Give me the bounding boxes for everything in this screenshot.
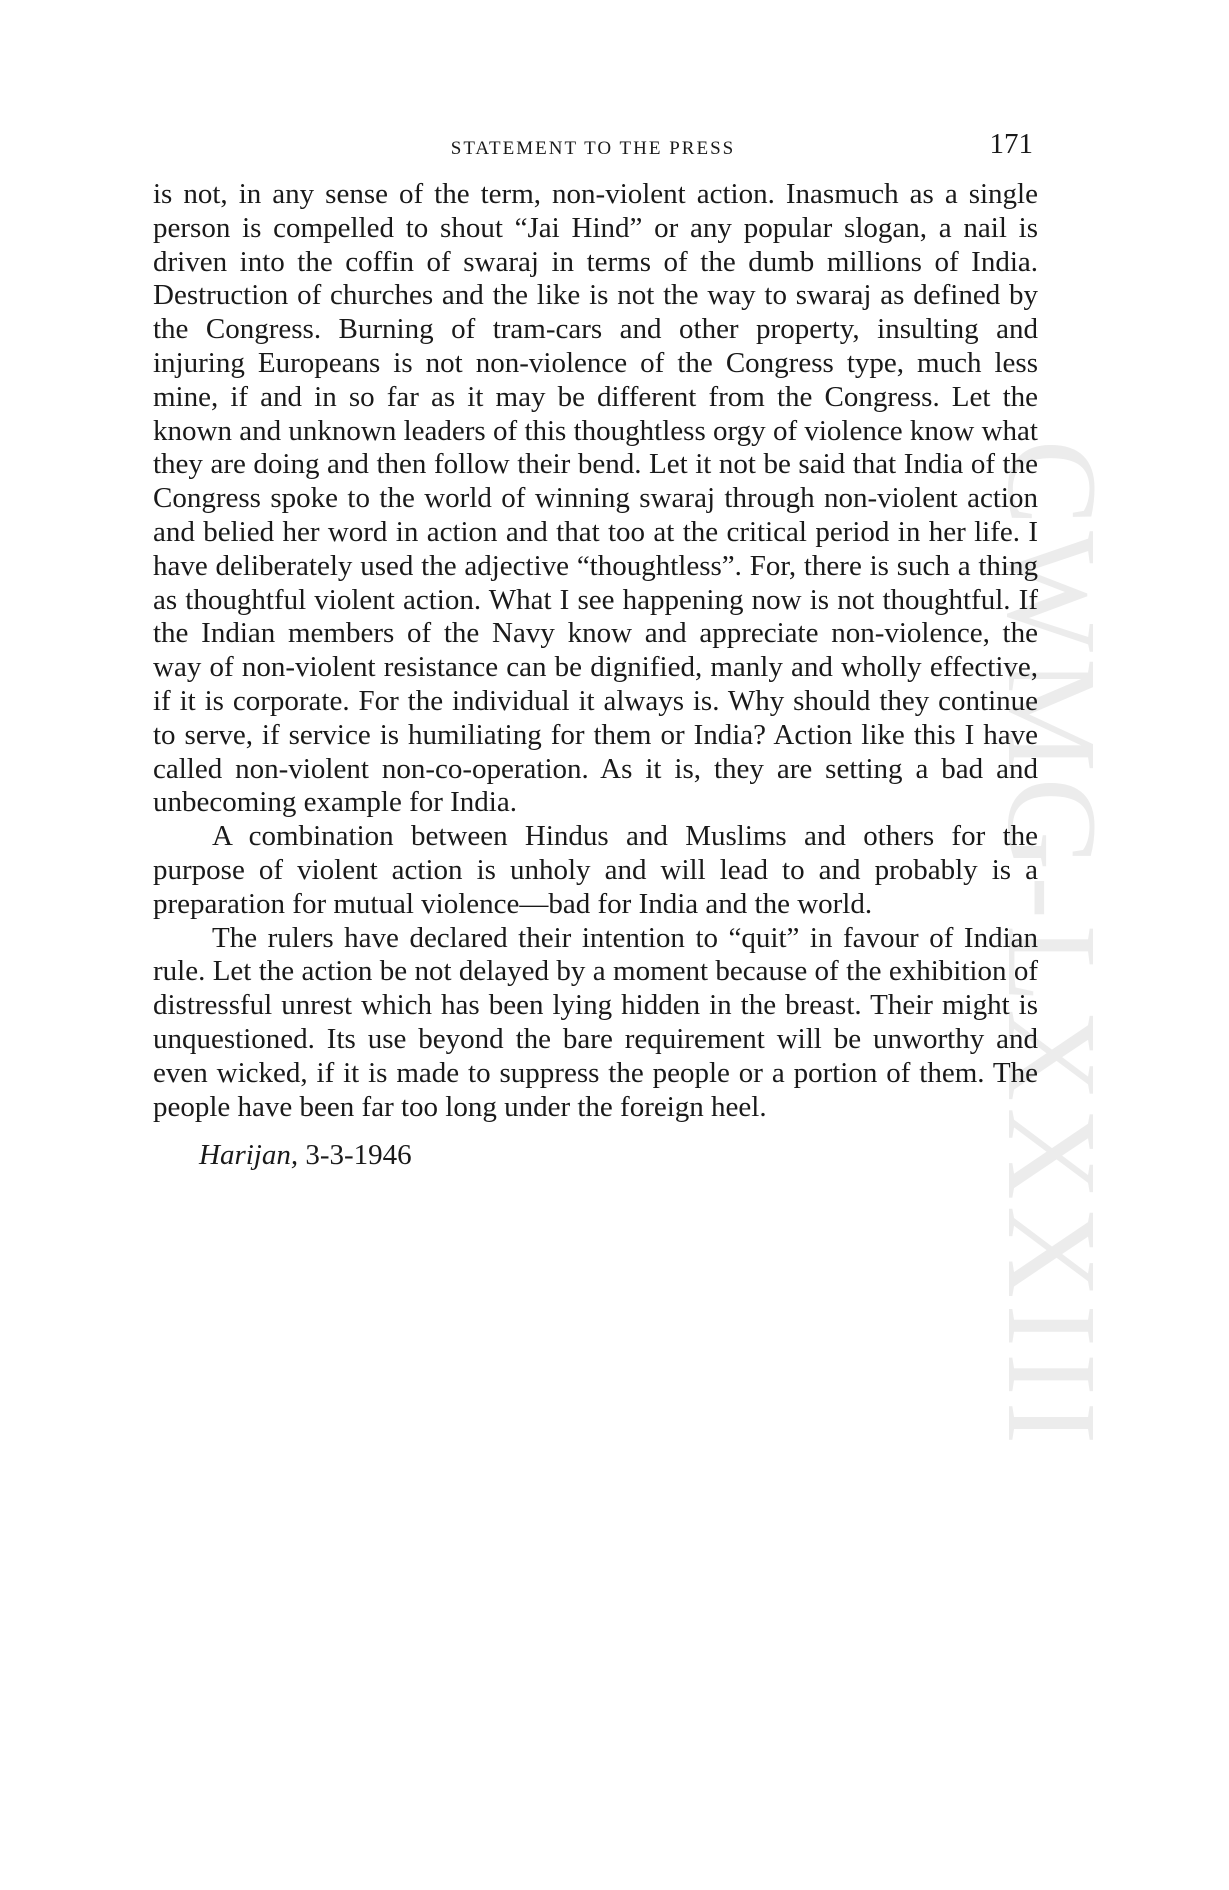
source-publication: Harijan, <box>199 1139 299 1172</box>
source-date: 3-3-1946 <box>305 1139 412 1172</box>
paragraph-2: A combination between Hindus and Muslims and others for the purpose of violent action is unholy and will lead to and probably is a preparation for mutual violence—bad for India and the world. <box>153 820 1038 920</box>
running-head: STATEMENT TO THE PRESS <box>450 138 736 159</box>
paragraph-3: The rulers have declared their intention to “quit” in favour of Indian rule. Let the action be not delayed by a moment because of the exhibition of distressful unrest which has been lying hidden in the breast. Their might is unquestioned. Its use beyond the bare requirement will be unworthy and even wicked, if it is made to suppress the people or a portion of them. The people have been far too long under the foreign heel. <box>153 921 1038 1123</box>
paragraph-1: is not, in any sense of the term, non-violent action. Inasmuch as a single person is compelled to shout “Jai Hind” or any popular slogan, a nail is driven into the coffin of swaraj in terms of the dumb millions of India. Destruction of churches and the like is not the way to swaraj as defined by the Congress. Burning of tram-cars and other property, insulting and injuring Europeans is not non-violence of the Congress type, much less mine, if and in so far as it may be different from the Congress. Let the known and unknown leaders of this thoughtless orgy of violence know what they are doing and then follow their bend. Let it not be said that India of the Congress spoke to the world of winning swaraj through non-violent action and belied her word in action and that too at the critical period in her life. I have deliberately used the adjective “thoughtless”. For, there is such a thing as thoughtful violent action. What I see happening now is not thoughtful. If the Indian members of the Navy know and appreciate non-violence, the way of non-violent resistance can be dignified, manly and wholly effective, if it is corporate. For the individual it always is. Why should they continue to serve, if service is humiliating for them or India? Action like this I have called non-violent non-co-operation. As it is, they are setting a bad and unbecoming example for India. <box>153 178 1038 819</box>
page-number: 171 <box>989 128 1033 160</box>
source-citation <box>153 1139 1038 1173</box>
page-body <box>153 178 1038 1173</box>
watermark-text: CWMG-LXXXIII <box>981 439 1124 1451</box>
page-header <box>153 128 1033 164</box>
